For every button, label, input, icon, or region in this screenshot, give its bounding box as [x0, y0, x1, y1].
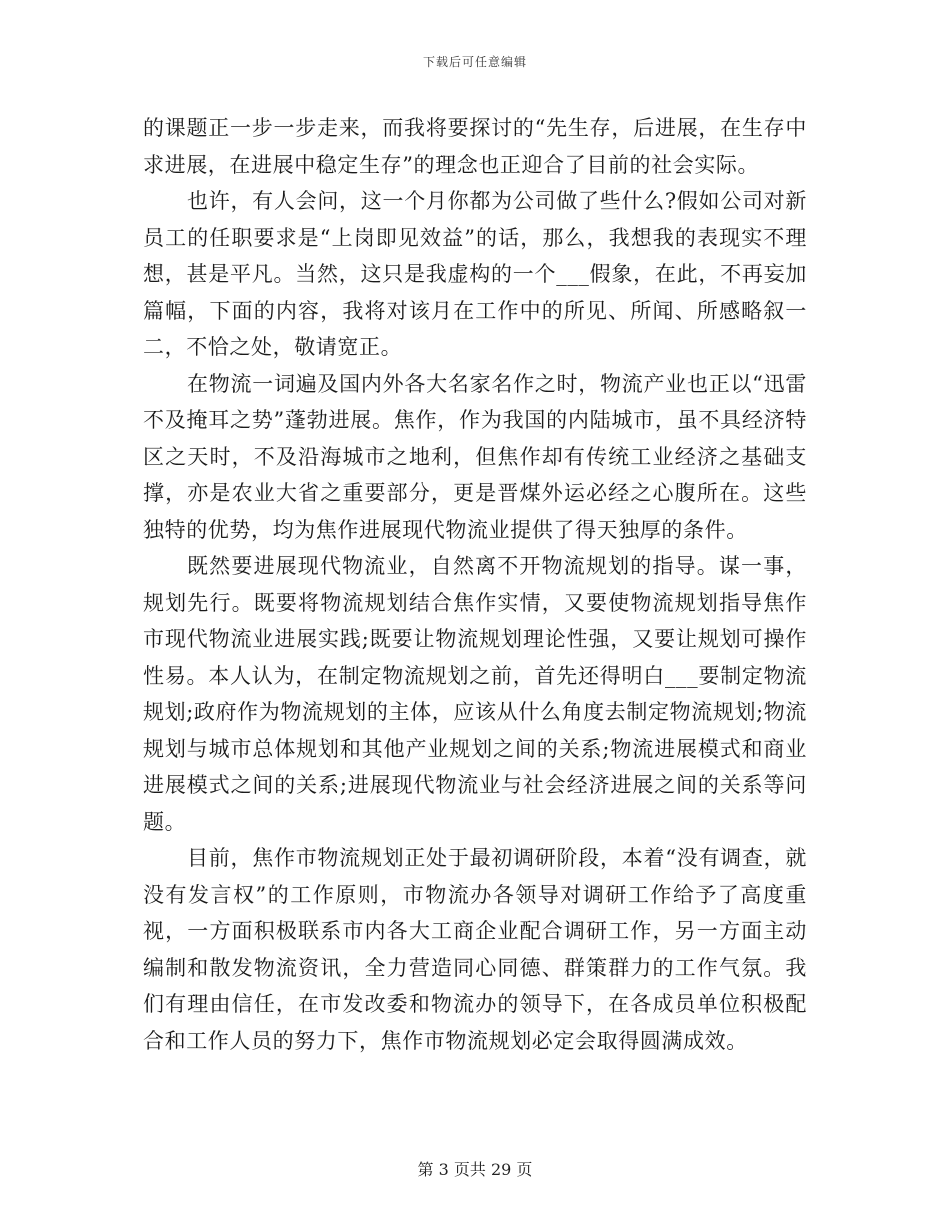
page-header: 下载后可任意编辑	[422, 55, 527, 69]
paragraph-5: 目前，焦作市物流规划正处于最初调研阶段，本着“没有调查，就没有发言权”的工作原则，市物流办各领导对调研工作给予了高度重视，一方面积极联系市内各大工商企业配合调研工作，另一方面主动编制和散发物流资讯，全力营造同心同德、群策群力的工作气氛。我们有理由信任，在市发改委和物流办的领导下，在各成员单位积极配合和工作人员的努力下，焦作市物流规划必定会取得圆满成效。	[143, 846, 807, 1053]
document-body	[143, 110, 807, 1059]
paragraph-2: 也许，有人会问，这一个月你都为公司做了些什么?假如公司对新员工的任职要求是“上岗即见效益”的话，那么，我想我的表现实不理想，甚是平凡。当然，这只是我虚构的一个___假象，在此，不再妄加篇幅，下面的内容，我将对该月在工作中的所见、所闻、所感略叙一二，不恰之处，敬请宽正。	[143, 189, 807, 359]
paragraph-3: 在物流一词遍及国内外各大名家名作之时，物流产业也正以“迅雷不及掩耳之势”蓬勃进展。焦作，作为我国的内陆城市，虽不具经济特区之天时，不及沿海城市之地利，但焦作却有传统工业经济之基础支撑，亦是农业大省之重要部分，更是晋煤外运必经之心腹所在。这些独特的优势，均为焦作进展现代物流业提供了得天独厚的条件。	[143, 371, 807, 542]
page-number: 第 3 页共 29 页	[417, 1160, 533, 1179]
paragraph-1: 的课题正一步一步走来，而我将要探讨的“先生存，后进展，在生存中求进展，在进展中稳定生存”的理念也正迎合了目前的社会实际。	[143, 116, 807, 177]
paragraph-4: 既然要进展现代物流业，自然离不开物流规划的指导。谋一事，规划先行。既要将物流规划结合焦作实情，又要使物流规划指导焦作市现代物流业进展实践;既要让物流规划理论性强，又要让规划可操作性易。本人认为，在制定物流规划之前，首先还得明白___要制定物流规划;政府作为物流规划的主体，应该从什么角度去制定物流规划;物流规划与城市总体规划和其他产业规划之间的关系;物流进展模式和商业进展模式之间的关系;进展现代物流业与社会经济进展之间的关系等问题。	[143, 554, 807, 834]
